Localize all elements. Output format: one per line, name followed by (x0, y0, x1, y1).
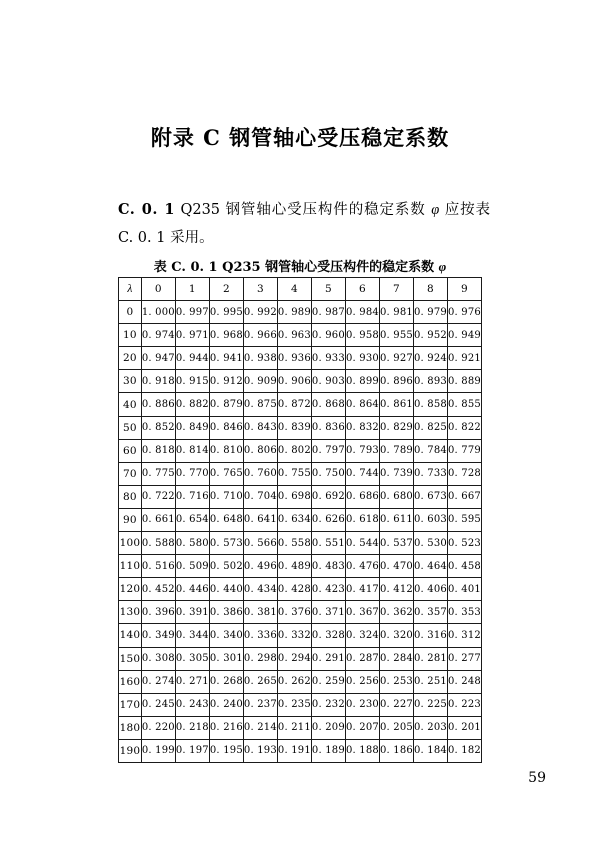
table-cell: 0. 947 (141, 347, 175, 370)
table-cell: 0. 896 (379, 370, 413, 393)
table-row-header: 120 (119, 578, 142, 601)
table-cell: 0. 802 (277, 439, 311, 462)
table-cell: 0. 733 (413, 462, 447, 485)
table-cell: 0. 544 (345, 532, 379, 555)
table-cell: 0. 992 (243, 301, 277, 324)
table-cell: 0. 580 (175, 532, 209, 555)
table-cell: 0. 268 (209, 670, 243, 693)
phi-symbol: φ (431, 202, 440, 218)
table-cell: 0. 958 (345, 324, 379, 347)
table-cell: 0. 186 (379, 739, 413, 762)
table-cell: 0. 987 (311, 301, 345, 324)
table-cell: 0. 648 (209, 508, 243, 531)
table-row (119, 370, 482, 393)
table-cell: 0. 274 (141, 670, 175, 693)
table-row (119, 693, 482, 716)
table-cell: 0. 197 (175, 739, 209, 762)
table-cell: 0. 927 (379, 347, 413, 370)
table-row-header: 80 (119, 485, 142, 508)
table-cell: 0. 523 (447, 532, 481, 555)
table-cell: 0. 909 (243, 370, 277, 393)
table-cell: 0. 849 (175, 416, 209, 439)
table-row (119, 301, 482, 324)
table-cell: 0. 489 (277, 555, 311, 578)
table-row (119, 555, 482, 578)
table-cell: 0. 595 (447, 508, 481, 531)
table-cell: 0. 755 (277, 462, 311, 485)
table-row (119, 670, 482, 693)
table-cell: 0. 984 (345, 301, 379, 324)
table-cell: 0. 271 (175, 670, 209, 693)
table-cell: 0. 428 (277, 578, 311, 601)
table-cell: 0. 332 (277, 624, 311, 647)
table-cell: 0. 396 (141, 601, 175, 624)
table-cell: 0. 966 (243, 324, 277, 347)
table-cell: 0. 673 (413, 485, 447, 508)
table-cell: 0. 882 (175, 393, 209, 416)
table-cell: 0. 789 (379, 439, 413, 462)
table-cell: 0. 248 (447, 670, 481, 693)
table-row-header: 0 (119, 301, 142, 324)
table-cell: 0. 483 (311, 555, 345, 578)
table-row-header: 60 (119, 439, 142, 462)
table-cell: 0. 963 (277, 324, 311, 347)
table-body (119, 301, 482, 763)
table-caption (0, 256, 600, 275)
table-cell: 0. 214 (243, 716, 277, 739)
table-cell: 0. 704 (243, 485, 277, 508)
table-row (119, 393, 482, 416)
table-cell: 0. 765 (209, 462, 243, 485)
table-cell: 0. 558 (277, 532, 311, 555)
table-cell: 0. 971 (175, 324, 209, 347)
table-cell: 0. 237 (243, 693, 277, 716)
table-row-header: 140 (119, 624, 142, 647)
table-cell: 0. 362 (379, 601, 413, 624)
table-cell: 0. 386 (209, 601, 243, 624)
table-cell: 0. 312 (447, 624, 481, 647)
table-cell: 0. 933 (311, 347, 345, 370)
table-cell: 0. 784 (413, 439, 447, 462)
table-cell: 0. 864 (345, 393, 379, 416)
table-cell: 0. 537 (379, 532, 413, 555)
table-cell: 0. 779 (447, 439, 481, 462)
table-row (119, 601, 482, 624)
table-cell: 0. 618 (345, 508, 379, 531)
page-number: 59 (528, 770, 546, 786)
table-cell: 0. 277 (447, 647, 481, 670)
table-cell: 0. 976 (447, 301, 481, 324)
table-cell: 0. 184 (413, 739, 447, 762)
table-cell: 0. 979 (413, 301, 447, 324)
table-cell: 0. 680 (379, 485, 413, 508)
table-cell: 0. 858 (413, 393, 447, 416)
table-cell: 0. 195 (209, 739, 243, 762)
table-row-header: 160 (119, 670, 142, 693)
table-cell: 0. 686 (345, 485, 379, 508)
table-row (119, 439, 482, 462)
table-cell: 0. 434 (243, 578, 277, 601)
table-cell: 0. 320 (379, 624, 413, 647)
table-cell: 0. 918 (141, 370, 175, 393)
table-cell: 0. 253 (379, 670, 413, 693)
table-cell: 0. 259 (311, 670, 345, 693)
table-cell: 0. 839 (277, 416, 311, 439)
table-cell: 0. 516 (141, 555, 175, 578)
table-cell: 0. 357 (413, 601, 447, 624)
table-cell: 0. 806 (243, 439, 277, 462)
table-cell: 0. 710 (209, 485, 243, 508)
table-cell: 0. 912 (209, 370, 243, 393)
table-cell: 0. 391 (175, 601, 209, 624)
table-row-header: 130 (119, 601, 142, 624)
table-cell: 0. 458 (447, 555, 481, 578)
table-row (119, 624, 482, 647)
table-cell: 0. 189 (311, 739, 345, 762)
table-cell: 0. 974 (141, 324, 175, 347)
clause-text-after: 应按表 C. 0. 1 采用。 (118, 202, 491, 246)
table-cell: 0. 223 (447, 693, 481, 716)
table-cell: 0. 654 (175, 508, 209, 531)
table-cell: 0. 989 (277, 301, 311, 324)
table-cell: 0. 855 (447, 393, 481, 416)
table-cell: 0. 879 (209, 393, 243, 416)
table-cell: 0. 381 (243, 601, 277, 624)
table-cell: 0. 340 (209, 624, 243, 647)
table-cell: 0. 182 (447, 739, 481, 762)
table-cell: 0. 308 (141, 647, 175, 670)
table-cell: 0. 825 (413, 416, 447, 439)
table-cell: 0. 829 (379, 416, 413, 439)
table-cell: 0. 220 (141, 716, 175, 739)
table-cell: 0. 915 (175, 370, 209, 393)
table-cell: 0. 566 (243, 532, 277, 555)
table-column-header: 2 (209, 278, 243, 301)
clause-text-before: Q235 钢管轴心受压构件的稳定系数 (180, 202, 432, 218)
table-cell: 0. 760 (243, 462, 277, 485)
table-cell: 0. 836 (311, 416, 345, 439)
table-column-header: 6 (345, 278, 379, 301)
table-cell: 0. 232 (311, 693, 345, 716)
table-column-header: 4 (277, 278, 311, 301)
table-cell: 0. 692 (311, 485, 345, 508)
table-cell: 0. 218 (175, 716, 209, 739)
table-cell: 0. 287 (345, 647, 379, 670)
table-cell: 0. 530 (413, 532, 447, 555)
table-cell: 0. 243 (175, 693, 209, 716)
table-cell: 0. 770 (175, 462, 209, 485)
table-cell: 0. 423 (311, 578, 345, 601)
table-cell: 0. 502 (209, 555, 243, 578)
table-cell: 0. 930 (345, 347, 379, 370)
table-row-header: 90 (119, 508, 142, 531)
table-cell: 0. 872 (277, 393, 311, 416)
table-row-header: 10 (119, 324, 142, 347)
table-row (119, 532, 482, 555)
table-row-header: 180 (119, 716, 142, 739)
table-row-header: 190 (119, 739, 142, 762)
clause-number: C. 0. 1 (118, 201, 175, 218)
table-cell: 0. 376 (277, 601, 311, 624)
table-cell: 0. 968 (209, 324, 243, 347)
table-cell: 0. 906 (277, 370, 311, 393)
table-cell: 0. 981 (379, 301, 413, 324)
table-cell: 0. 251 (413, 670, 447, 693)
stability-coefficient-table (118, 277, 482, 763)
table-cell: 0. 476 (345, 555, 379, 578)
table-cell: 0. 452 (141, 578, 175, 601)
table-cell: 0. 509 (175, 555, 209, 578)
table-cell: 0. 797 (311, 439, 345, 462)
table-cell: 0. 367 (345, 601, 379, 624)
table-cell: 0. 899 (345, 370, 379, 393)
table-cell: 0. 997 (175, 301, 209, 324)
table-row-header: 50 (119, 416, 142, 439)
table-cell: 0. 203 (413, 716, 447, 739)
table-cell: 0. 401 (447, 578, 481, 601)
table-cell: 0. 216 (209, 716, 243, 739)
table-cell: 0. 301 (209, 647, 243, 670)
table-caption-text: 表 C. 0. 1 Q235 钢管轴心受压构件的稳定系数 (153, 260, 439, 275)
table-cell: 0. 235 (277, 693, 311, 716)
table-cell: 0. 440 (209, 578, 243, 601)
table-column-header: 0 (141, 278, 175, 301)
table-cell: 0. 750 (311, 462, 345, 485)
table-cell: 0. 371 (311, 601, 345, 624)
table-cell: 0. 995 (209, 301, 243, 324)
table-cell: 0. 284 (379, 647, 413, 670)
table-row (119, 416, 482, 439)
table-row (119, 485, 482, 508)
table-cell: 0. 205 (379, 716, 413, 739)
table-cell: 0. 814 (175, 439, 209, 462)
table-cell: 0. 551 (311, 532, 345, 555)
table-header-row (119, 278, 482, 301)
table-cell: 0. 256 (345, 670, 379, 693)
table-row (119, 716, 482, 739)
table-cell: 0. 211 (277, 716, 311, 739)
table-cell: 0. 960 (311, 324, 345, 347)
table-cell: 0. 227 (379, 693, 413, 716)
table-column-header: 1 (175, 278, 209, 301)
table-cell: 0. 832 (345, 416, 379, 439)
table-cell: 0. 861 (379, 393, 413, 416)
table-cell: 0. 207 (345, 716, 379, 739)
table-cell: 0. 893 (413, 370, 447, 393)
table-cell: 0. 611 (379, 508, 413, 531)
table-cell: 0. 446 (175, 578, 209, 601)
table-row-header: 20 (119, 347, 142, 370)
table-row (119, 347, 482, 370)
table-column-header: 8 (413, 278, 447, 301)
table-row-header: 30 (119, 370, 142, 393)
table-cell: 0. 728 (447, 462, 481, 485)
table-cell: 0. 603 (413, 508, 447, 531)
table-corner-label: λ (119, 278, 142, 301)
table-cell: 0. 936 (277, 347, 311, 370)
table-cell: 0. 739 (379, 462, 413, 485)
table-cell: 0. 775 (141, 462, 175, 485)
table-row (119, 324, 482, 347)
table-cell: 0. 921 (447, 347, 481, 370)
table-cell: 0. 417 (345, 578, 379, 601)
table-cell: 0. 406 (413, 578, 447, 601)
table-cell: 0. 955 (379, 324, 413, 347)
table-cell: 0. 846 (209, 416, 243, 439)
table-cell: 0. 886 (141, 393, 175, 416)
table-cell: 0. 470 (379, 555, 413, 578)
table-cell: 0. 496 (243, 555, 277, 578)
table-cell: 0. 324 (345, 624, 379, 647)
table-cell: 0. 199 (141, 739, 175, 762)
table-row-header: 110 (119, 555, 142, 578)
table-cell: 0. 412 (379, 578, 413, 601)
table-row (119, 508, 482, 531)
table-cell: 0. 843 (243, 416, 277, 439)
table-cell: 0. 291 (311, 647, 345, 670)
table-cell: 0. 298 (243, 647, 277, 670)
table-cell: 0. 209 (311, 716, 345, 739)
table-row-header: 100 (119, 532, 142, 555)
table-row (119, 578, 482, 601)
table-cell: 0. 641 (243, 508, 277, 531)
table-cell: 0. 349 (141, 624, 175, 647)
table-cell: 0. 944 (175, 347, 209, 370)
table-cell: 0. 230 (345, 693, 379, 716)
table-row (119, 647, 482, 670)
table-column-header: 9 (447, 278, 481, 301)
table-cell: 0. 262 (277, 670, 311, 693)
table-cell: 0. 245 (141, 693, 175, 716)
table-cell: 0. 868 (311, 393, 345, 416)
table-row-header: 150 (119, 647, 142, 670)
table-cell: 0. 316 (413, 624, 447, 647)
appendix-title: 附录 C 钢管轴心受压稳定系数 (150, 125, 450, 150)
table-cell: 0. 822 (447, 416, 481, 439)
table-cell: 0. 265 (243, 670, 277, 693)
table-caption-phi-icon: φ (438, 259, 447, 274)
table-cell: 0. 744 (345, 462, 379, 485)
table-column-header: 7 (379, 278, 413, 301)
table-row (119, 462, 482, 485)
table-cell: 0. 949 (447, 324, 481, 347)
table-row-header: 70 (119, 462, 142, 485)
table-cell: 0. 793 (345, 439, 379, 462)
table-cell: 0. 852 (141, 416, 175, 439)
table-cell: 0. 193 (243, 739, 277, 762)
table-row-header: 40 (119, 393, 142, 416)
table-cell: 0. 225 (413, 693, 447, 716)
table-cell: 0. 634 (277, 508, 311, 531)
table-cell: 0. 281 (413, 647, 447, 670)
table-cell: 0. 698 (277, 485, 311, 508)
table-cell: 0. 188 (345, 739, 379, 762)
table-cell: 0. 875 (243, 393, 277, 416)
table-cell: 0. 573 (209, 532, 243, 555)
table-cell: 0. 588 (141, 532, 175, 555)
table-cell: 0. 818 (141, 439, 175, 462)
table-cell: 0. 903 (311, 370, 345, 393)
clause-paragraph (118, 196, 490, 252)
table-cell: 0. 889 (447, 370, 481, 393)
table-cell: 0. 305 (175, 647, 209, 670)
table-cell: 0. 353 (447, 601, 481, 624)
table-cell: 0. 938 (243, 347, 277, 370)
table-cell: 0. 191 (277, 739, 311, 762)
table-cell: 0. 716 (175, 485, 209, 508)
table-column-header: 5 (311, 278, 345, 301)
table-cell: 0. 344 (175, 624, 209, 647)
table-cell: 0. 294 (277, 647, 311, 670)
table-cell: 0. 464 (413, 555, 447, 578)
table-cell: 0. 722 (141, 485, 175, 508)
table-cell: 1. 000 (141, 301, 175, 324)
table-cell: 0. 941 (209, 347, 243, 370)
table-cell: 0. 810 (209, 439, 243, 462)
table-cell: 0. 201 (447, 716, 481, 739)
table-cell: 0. 952 (413, 324, 447, 347)
table-cell: 0. 328 (311, 624, 345, 647)
table-cell: 0. 336 (243, 624, 277, 647)
table-column-header: 3 (243, 278, 277, 301)
table-cell: 0. 667 (447, 485, 481, 508)
table-cell: 0. 240 (209, 693, 243, 716)
table-cell: 0. 661 (141, 508, 175, 531)
table-row-header: 170 (119, 693, 142, 716)
table-cell: 0. 626 (311, 508, 345, 531)
table-cell: 0. 924 (413, 347, 447, 370)
table-row (119, 739, 482, 762)
